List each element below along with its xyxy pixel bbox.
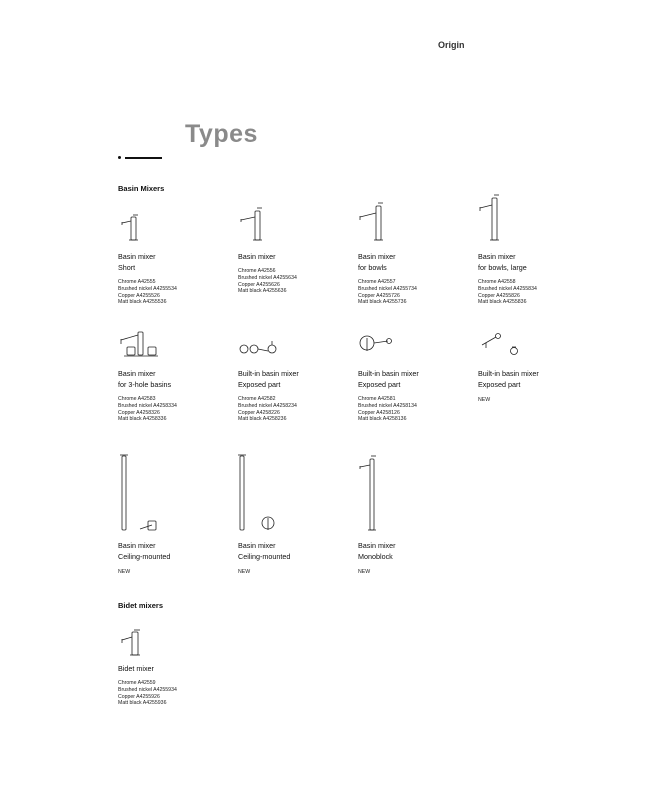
- product-name: Exposed part: [358, 380, 401, 389]
- product-name: Basin mixer: [118, 252, 156, 261]
- section-heading-bidet-mixers: Bidet mixers: [118, 601, 164, 610]
- product-code: Chrome A42558: [478, 279, 516, 285]
- product-code: Chrome A42582: [238, 396, 276, 402]
- product-code: Brushed nickel A4255834: [478, 285, 537, 292]
- product-code: Chrome A42583: [118, 396, 156, 402]
- product-code: Copper A4258326: [118, 409, 160, 416]
- product-code: Brushed nickel A4255934: [118, 686, 177, 693]
- product-code: Chrome A42559: [118, 680, 156, 686]
- product-name: for 3-hole basins: [118, 380, 172, 389]
- faucet-short-icon: [118, 206, 178, 250]
- product-code: Matt black A4255736: [358, 299, 407, 306]
- product-code: Brushed nickel A4258334: [118, 402, 177, 409]
- product-basin-mixer-ceiling-a: [118, 455, 236, 575]
- faucet-tall-icon: [358, 206, 418, 250]
- ceiling-spout-wall-icon: [238, 455, 298, 539]
- product-name: Basin mixer: [358, 541, 396, 550]
- product-code: Brushed nickel A4255634: [238, 274, 297, 281]
- product-code: Copper A4258226: [238, 409, 280, 416]
- product-code: Matt black A4258336: [118, 416, 167, 423]
- floor-faucet-icon: [358, 455, 418, 539]
- product-name: Bidet mixer: [118, 664, 154, 673]
- product-code: Chrome A42557: [358, 279, 396, 285]
- faucet-icon: [238, 206, 298, 250]
- product-code: Brushed nickel A4255734: [358, 285, 417, 292]
- product-built-in-basin-mixer-b: [358, 323, 476, 423]
- title-rule: [118, 155, 162, 163]
- product-code: Matt black A4255536: [118, 299, 167, 306]
- product-name: Basin mixer: [478, 252, 516, 261]
- three-hole-mixer-icon: [118, 323, 178, 367]
- product-name: Built-in basin mixer: [358, 369, 419, 378]
- faucet-extra-tall-icon: [478, 206, 538, 250]
- product-built-in-basin-mixer-a: [238, 323, 356, 423]
- product-code: Chrome A42555: [118, 279, 156, 285]
- product-name: Basin mixer: [118, 369, 156, 378]
- wall-mixer-plate-icon: [358, 323, 418, 367]
- product-code: Matt black A4255936: [118, 700, 167, 707]
- product-code: Brushed nickel A4258234: [238, 402, 297, 409]
- product-code: Matt black A4258236: [238, 416, 287, 423]
- product-name: Ceiling-mounted: [118, 552, 171, 561]
- product-name: Basin mixer: [358, 252, 396, 261]
- bidet-faucet-icon: [118, 626, 178, 662]
- product-name: Short: [118, 263, 136, 272]
- brand-name: Origin: [438, 40, 465, 50]
- wall-mixer-icon: [238, 323, 298, 367]
- product-name: Basin mixer: [118, 541, 156, 550]
- wall-spout-icon: [478, 323, 538, 367]
- product-basin-mixer: [238, 206, 356, 295]
- product-code: Copper A4255526: [118, 292, 160, 299]
- product-name: Exposed part: [478, 380, 521, 389]
- section-heading-basin-mixers: Basin Mixers: [118, 184, 165, 193]
- product-name: for bowls: [358, 263, 387, 272]
- product-code: Chrome A42556: [238, 268, 276, 274]
- product-code: Brushed nickel A4258134: [358, 402, 417, 409]
- new-badge: NEW: [118, 569, 131, 575]
- product-code: Matt black A4258136: [358, 416, 407, 423]
- product-name: Monoblock: [358, 552, 393, 561]
- product-code: Copper A4258126: [358, 409, 400, 416]
- product-code: Brushed nickel A4255534: [118, 285, 177, 292]
- product-basin-mixer-monoblock: [358, 455, 476, 575]
- product-name: for bowls, large: [478, 263, 527, 272]
- product-code: Copper A4255726: [358, 292, 400, 299]
- product-basin-mixer-3-hole: [118, 323, 236, 423]
- product-code: Copper A4255626: [238, 281, 280, 288]
- ceiling-spout-icon: [118, 455, 178, 539]
- product-basin-mixer-ceiling-b: [238, 455, 356, 575]
- product-bidet-mixer: [118, 626, 236, 707]
- product-name: Exposed part: [238, 380, 281, 389]
- new-badge: NEW: [478, 397, 491, 403]
- product-code: Matt black A4255836: [478, 299, 527, 306]
- product-name: Basin mixer: [238, 252, 276, 261]
- page-title: Types: [185, 120, 258, 148]
- product-basin-mixer-for-bowls-large: [478, 206, 596, 306]
- product-built-in-basin-mixer-new: [478, 323, 596, 403]
- product-basin-mixer-for-bowls: [358, 206, 476, 306]
- product-code: Copper A4255826: [478, 292, 520, 299]
- product-name: Basin mixer: [238, 541, 276, 550]
- product-code: Matt black A4255636: [238, 288, 287, 295]
- product-name: Ceiling-mounted: [238, 552, 291, 561]
- new-badge: NEW: [238, 569, 251, 575]
- product-code: Chrome A42581: [358, 396, 396, 402]
- new-badge: NEW: [358, 569, 371, 575]
- product-basin-mixer-short: [118, 206, 236, 306]
- product-name: Built-in basin mixer: [478, 369, 539, 378]
- product-name: Built-in basin mixer: [238, 369, 299, 378]
- product-code: Copper A4255926: [118, 693, 160, 700]
